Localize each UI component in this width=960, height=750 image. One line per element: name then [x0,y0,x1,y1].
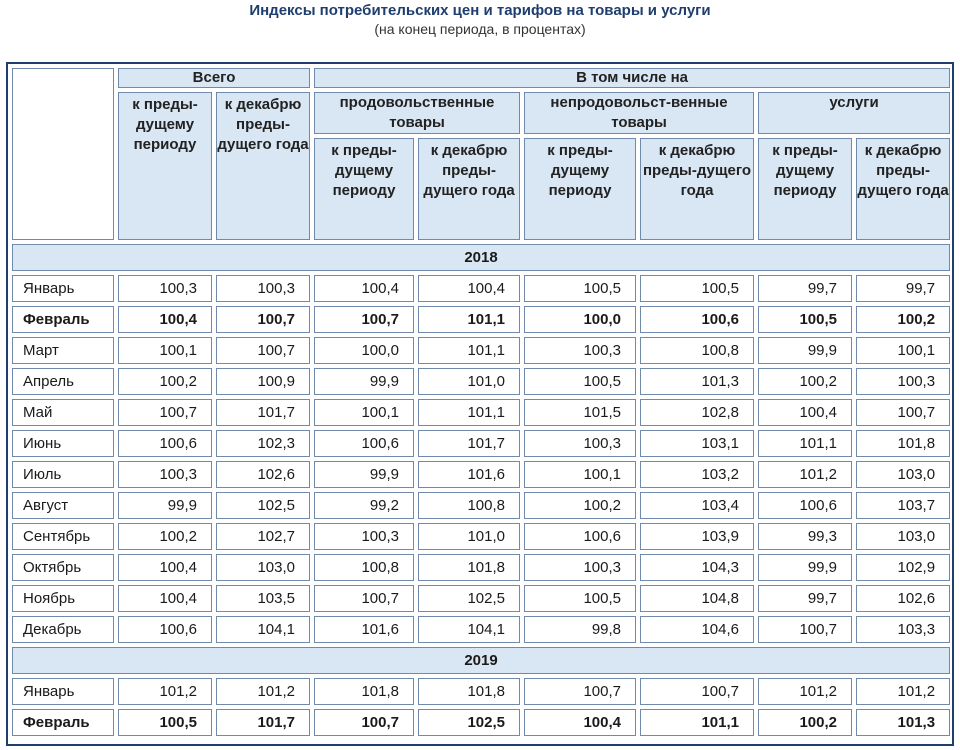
value-cell: 103,4 [640,492,754,519]
value-cell: 100,3 [524,430,636,457]
value-cell: 102,5 [418,709,520,736]
value-cell: 99,9 [118,492,212,519]
value-cell: 100,1 [118,337,212,364]
value-cell: 102,6 [856,585,950,612]
header-services-dec: к декабрю преды-дущего года [856,138,950,240]
table-row [12,678,950,705]
value-cell: 104,6 [640,616,754,643]
header-nonfood-dec: к декабрю преды-дущего года [640,138,754,240]
value-cell: 100,8 [418,492,520,519]
value-cell: 100,5 [118,709,212,736]
value-cell: 100,4 [418,275,520,302]
value-cell: 101,5 [524,399,636,426]
value-cell: 100,7 [524,678,636,705]
table-row [12,492,950,519]
value-cell: 100,6 [314,430,414,457]
month-cell: Июнь [12,430,114,457]
value-cell: 100,2 [856,306,950,333]
header-services: услуги [758,92,950,134]
value-cell: 101,2 [856,678,950,705]
value-cell: 100,3 [118,275,212,302]
value-cell: 101,1 [758,430,852,457]
value-cell: 101,2 [118,678,212,705]
month-cell: Январь [12,678,114,705]
value-cell: 100,6 [118,430,212,457]
value-cell: 101,1 [640,709,754,736]
header-including: В том числе на [314,68,950,88]
value-cell: 101,1 [418,337,520,364]
header-total-prev: к преды-дущему периоду [118,92,212,240]
value-cell: 101,2 [758,678,852,705]
table-row [12,275,950,302]
value-cell: 99,7 [758,275,852,302]
value-cell: 101,8 [314,678,414,705]
value-cell: 100,7 [758,616,852,643]
month-cell: Ноябрь [12,585,114,612]
value-cell: 101,7 [418,430,520,457]
value-cell: 100,2 [758,709,852,736]
value-cell: 99,9 [314,368,414,395]
value-cell: 100,7 [314,585,414,612]
month-cell: Февраль [12,306,114,333]
header-total: Всего [118,68,310,88]
month-cell: Май [12,399,114,426]
year-label: 2018 [12,244,950,271]
value-cell: 103,0 [856,461,950,488]
year-row [12,647,950,674]
value-cell: 101,2 [216,678,310,705]
table-row [12,306,950,333]
page-subtitle: (на конец периода, в процентах) [374,21,586,37]
value-cell: 104,3 [640,554,754,581]
value-cell: 101,7 [216,709,310,736]
value-cell: 101,7 [216,399,310,426]
value-cell: 104,8 [640,585,754,612]
table-row [12,616,950,643]
value-cell: 102,7 [216,523,310,550]
header-food: продовольственные товары [314,92,520,134]
value-cell: 100,2 [524,492,636,519]
value-cell: 100,7 [314,709,414,736]
value-cell: 100,5 [524,585,636,612]
value-cell: 104,1 [216,616,310,643]
value-cell: 101,8 [418,678,520,705]
page-title: Индексы потребительских цен и тарифов на товары и услуги [249,2,711,19]
header-total-dec: к декабрю преды-дущего года [216,92,310,240]
value-cell: 100,5 [524,368,636,395]
value-cell: 103,1 [640,430,754,457]
month-cell: Август [12,492,114,519]
year-row [12,244,950,271]
value-cell: 100,2 [118,368,212,395]
value-cell: 100,7 [856,399,950,426]
value-cell: 100,5 [524,275,636,302]
value-cell: 103,5 [216,585,310,612]
value-cell: 101,0 [418,523,520,550]
value-cell: 100,7 [216,306,310,333]
cpi-table [8,64,954,740]
table-header [12,68,950,240]
value-cell: 99,9 [758,337,852,364]
value-cell: 100,5 [758,306,852,333]
value-cell: 102,6 [216,461,310,488]
table-body [12,244,950,736]
value-cell: 100,0 [314,337,414,364]
table-row [12,399,950,426]
table-row [12,337,950,364]
value-cell: 102,5 [216,492,310,519]
value-cell: 101,2 [758,461,852,488]
value-cell: 103,0 [216,554,310,581]
table-row [12,461,950,488]
value-cell: 100,1 [314,399,414,426]
table-row [12,368,950,395]
month-cell: Сентябрь [12,523,114,550]
value-cell: 102,9 [856,554,950,581]
value-cell: 100,7 [118,399,212,426]
value-cell: 101,1 [418,306,520,333]
value-cell: 99,9 [314,461,414,488]
value-cell: 99,7 [856,275,950,302]
value-cell: 103,7 [856,492,950,519]
value-cell: 101,8 [418,554,520,581]
value-cell: 103,0 [856,523,950,550]
value-cell: 99,9 [758,554,852,581]
value-cell: 100,4 [118,306,212,333]
value-cell: 103,3 [856,616,950,643]
value-cell: 100,5 [640,275,754,302]
value-cell: 101,1 [418,399,520,426]
header-corner [12,68,114,240]
value-cell: 100,4 [314,275,414,302]
value-cell: 103,2 [640,461,754,488]
value-cell: 100,1 [856,337,950,364]
table-row [12,554,950,581]
value-cell: 102,8 [640,399,754,426]
header-food-prev: к преды-дущему периоду [314,138,414,240]
value-cell: 100,6 [118,616,212,643]
value-cell: 102,3 [216,430,310,457]
value-cell: 100,0 [524,306,636,333]
value-cell: 100,3 [524,337,636,364]
value-cell: 100,2 [118,523,212,550]
value-cell: 100,3 [216,275,310,302]
value-cell: 101,0 [418,368,520,395]
table-row [12,585,950,612]
value-cell: 99,7 [758,585,852,612]
value-cell: 101,6 [314,616,414,643]
value-cell: 101,6 [418,461,520,488]
value-cell: 100,6 [524,523,636,550]
value-cell: 100,4 [118,554,212,581]
value-cell: 100,8 [640,337,754,364]
value-cell: 99,2 [314,492,414,519]
value-cell: 101,3 [856,709,950,736]
month-cell: Март [12,337,114,364]
table-row [12,709,950,736]
value-cell: 101,3 [640,368,754,395]
value-cell: 100,9 [216,368,310,395]
table-row [12,523,950,550]
value-cell: 100,6 [758,492,852,519]
value-cell: 100,3 [118,461,212,488]
value-cell: 102,5 [418,585,520,612]
value-cell: 100,3 [856,368,950,395]
value-cell: 100,8 [314,554,414,581]
value-cell: 100,4 [758,399,852,426]
value-cell: 100,3 [314,523,414,550]
value-cell: 100,4 [118,585,212,612]
value-cell: 99,8 [524,616,636,643]
value-cell: 100,7 [314,306,414,333]
month-cell: Январь [12,275,114,302]
month-cell: Декабрь [12,616,114,643]
value-cell: 100,1 [524,461,636,488]
year-label: 2019 [12,647,950,674]
value-cell: 99,3 [758,523,852,550]
month-cell: Февраль [12,709,114,736]
month-cell: Октябрь [12,554,114,581]
value-cell: 100,3 [524,554,636,581]
header-food-dec: к декабрю преды-дущего года [418,138,520,240]
value-cell: 100,7 [640,678,754,705]
value-cell: 100,6 [640,306,754,333]
header-nonfood: непродовольст-венные товары [524,92,754,134]
header-services-prev: к преды-дущему периоду [758,138,852,240]
header-nonfood-prev: к преды-дущему периоду [524,138,636,240]
value-cell: 104,1 [418,616,520,643]
month-cell: Апрель [12,368,114,395]
value-cell: 103,9 [640,523,754,550]
month-cell: Июль [12,461,114,488]
value-cell: 100,2 [758,368,852,395]
value-cell: 100,7 [216,337,310,364]
value-cell: 100,4 [524,709,636,736]
value-cell: 101,8 [856,430,950,457]
table-row [12,430,950,457]
